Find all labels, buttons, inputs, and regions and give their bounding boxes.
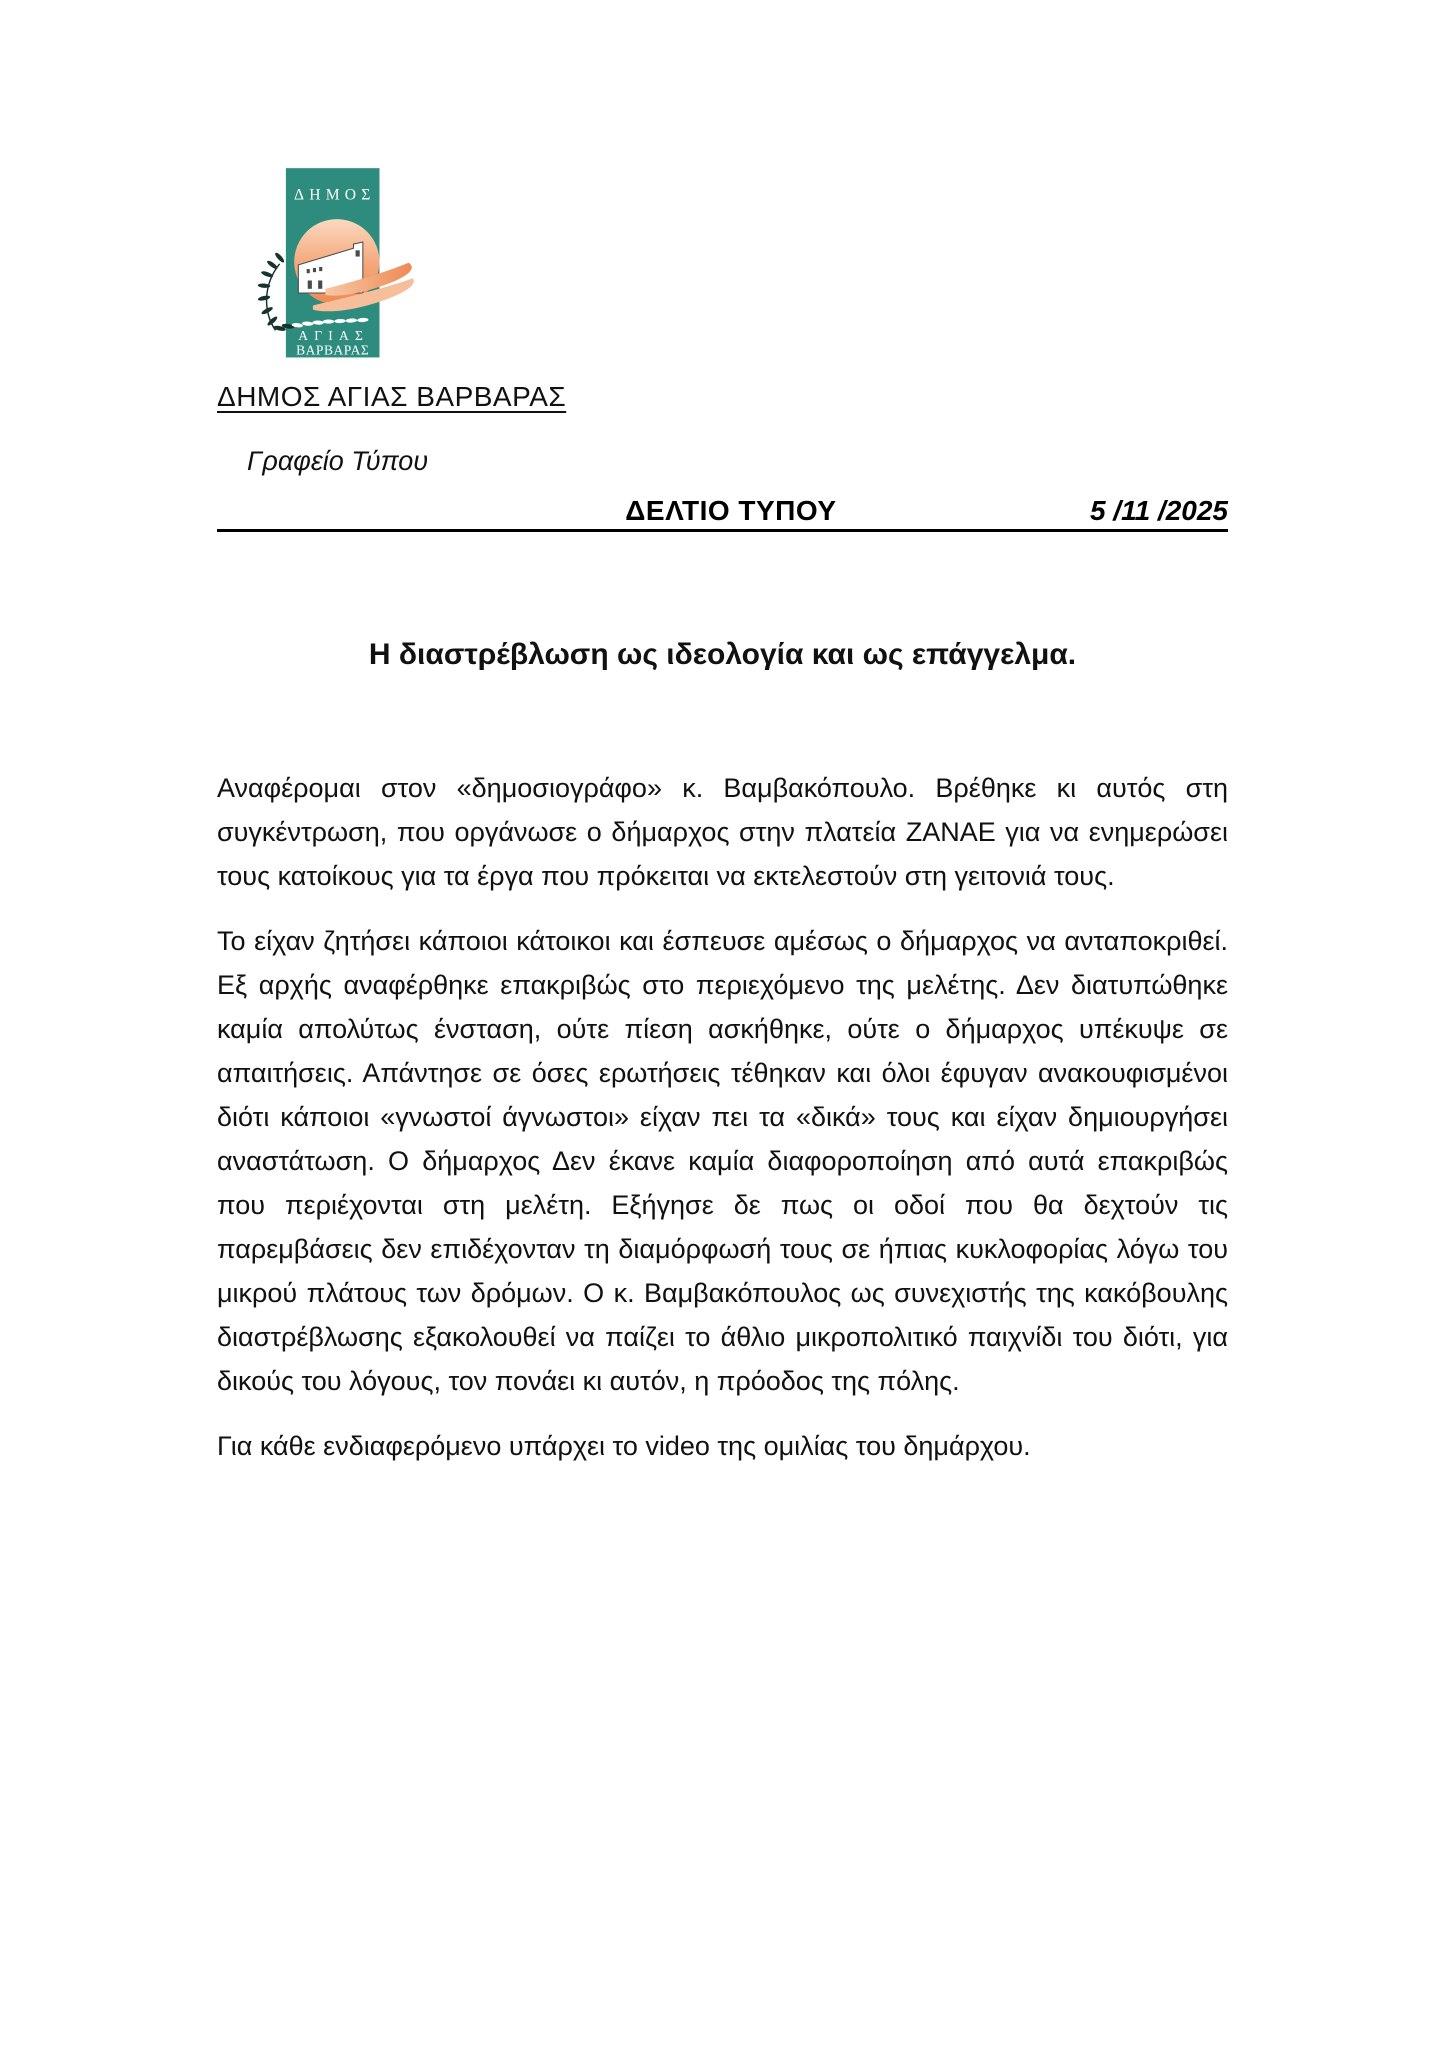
document-title: Η διαστρέβλωση ως ιδεολογία και ως επάγγελμα. <box>368 638 1077 671</box>
logo-bottom-label-1: ΑΓΙΑΣ <box>298 327 370 343</box>
press-office-label: Γραφείο Τύπου <box>247 446 429 476</box>
document-body <box>217 766 1228 1489</box>
header-rule <box>217 492 1228 532</box>
date-label: 5 /11 /2025 <box>1089 495 1228 526</box>
paragraph-1: Αναφέρομαι στον «δημοσιογράφο» κ. Βαμβακόπουλο. Βρέθηκε κι αυτός στη συγκέντρωση, που οργάνωσε ο δήμαρχος στην πλατεία ΖΑΝΑΕ για να ενημερώσει τους κατοίκους για τα έργα που πρόκειται να εκτελεστούν στη γειτονιά τους. <box>217 773 1228 891</box>
org-name: ΔΗΜΟΣ ΑΓΙΑΣ ΒΑΡΒΑΡΑΣ <box>217 381 567 412</box>
municipality-logo <box>252 164 430 372</box>
logo-top-label: ΔΗΜΟΣ <box>294 186 376 204</box>
paragraph-2: Το είχαν ζητήσει κάποιοι κάτοικοι και έσπευσε αμέσως ο δήμαρχος να ανταποκριθεί. Εξ αρχής αναφέρθηκε επακριβώς στο περιεχόμενο της μελέτης. Δεν διατυπώθηκε καμία απολύτως ένσταση, ούτε πίεση ασκήθηκε, ούτε ο δήμαρχος υπέκυψε σε απαιτήσεις. Απάντησε σε όσες ερωτήσεις τέθηκαν και όλοι έφυγαν ανακουφισμένοι διότι κάποιοι «γνωστοί άγνωστοι» είχαν πει τα «δικά» τους και είχαν δημιουργήσει αναστάτωση. Ο δήμαρχος Δεν έκανε καμία διαφοροποίηση από αυτά επακριβώς που περιέχονται στη μελέτη. Εξήγησε δε πως οι οδοί που θα δεχτούν τις παρεμβάσεις δεν επιδέχονταν τη διαμόρφωσή τους σε ήπιας κυκλοφορίας λόγω του μικρού πλάτους των δρόμων. Ο κ. Βαμβακόπουλος ως συνεχιστής της κακόβουλης διαστρέβλωσης εξακολουθεί να παίζει το άθλιο μικροπολιτικό παιχνίδι του διότι, για δικούς του λόγους, τον πονάει κι αυτόν, η πρόοδος της πόλης. <box>217 926 1228 1396</box>
doc-type-label: ΔΕΛΤΙΟ ΤΥΠΟΥ <box>625 495 837 526</box>
paragraph-3: Για κάθε ενδιαφερόμενο υπάρχει το video της ομιλίας του δημάρχου. <box>217 1431 1031 1461</box>
logo-bottom-label-2: ΒΑΡΒΑΡΑΣ <box>296 342 370 358</box>
